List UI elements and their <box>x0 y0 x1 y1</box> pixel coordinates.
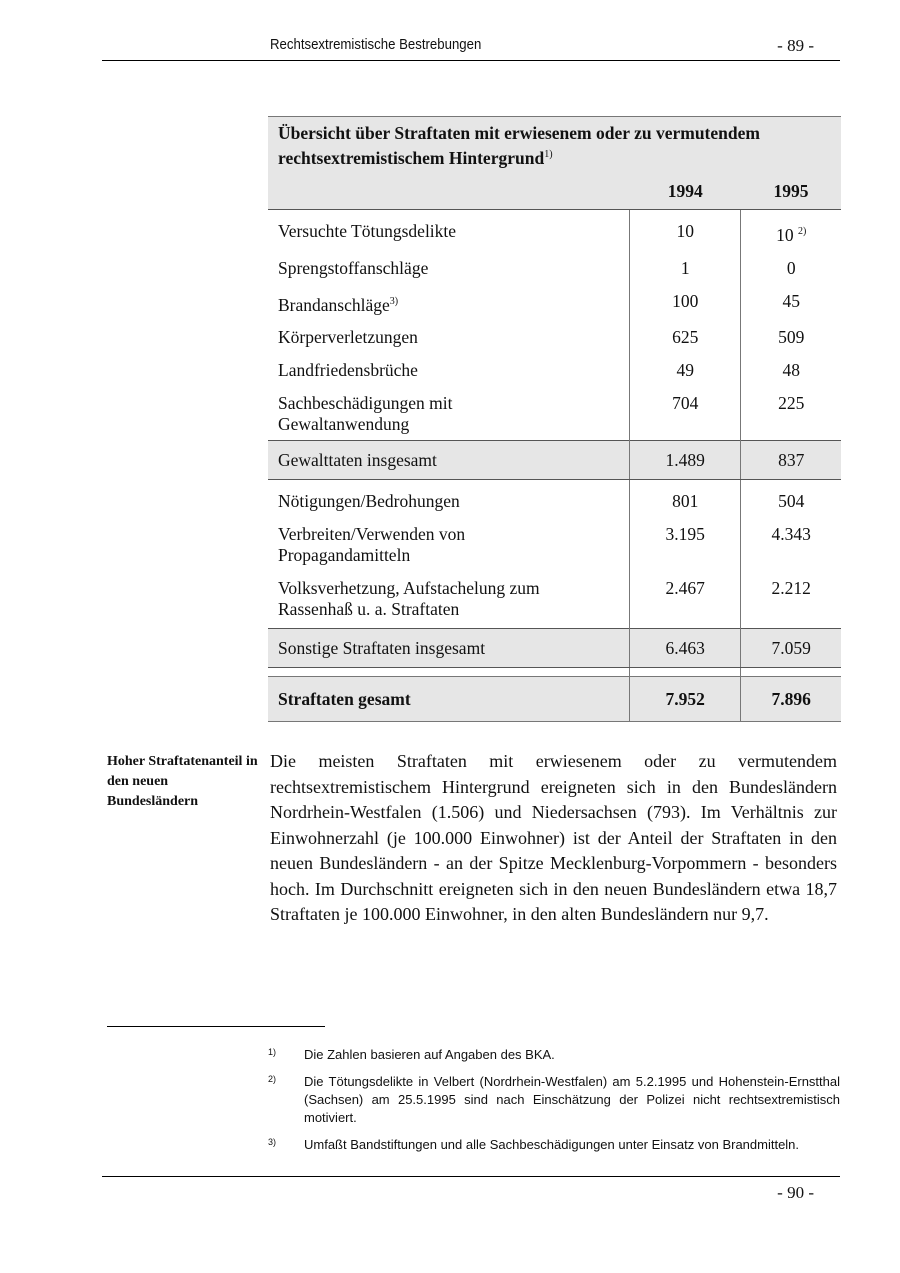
value-1995: 225 <box>778 393 805 414</box>
footnotes <box>268 1046 840 1163</box>
row-label-text: Brandanschläge <box>278 294 390 315</box>
footer-page-number: - 90 - <box>777 1183 814 1202</box>
row-label: Körperverletzungen <box>268 320 629 353</box>
row-label: Volksverhetzung, Aufstachelung zum Rassenhaß u. a. Straftaten <box>268 571 629 629</box>
table-title-text: Übersicht über Straftaten mit erwiesenem oder zu vermutendem rechtsextremistischem Hintergrund <box>278 123 760 168</box>
row-label: Sachbeschädigungen mit Gewaltanwendung <box>268 386 629 441</box>
row-label <box>268 284 629 321</box>
table-row <box>268 571 841 629</box>
value-1994: 49 <box>629 353 740 386</box>
footnote-rule <box>107 1026 325 1027</box>
row-label: Verbreiten/Verwenden von Propagandamitteln <box>268 517 629 571</box>
row-label: Straftaten gesamt <box>268 677 629 722</box>
grand-total-row <box>268 677 841 722</box>
footnote-text: Die Zahlen basieren auf Angaben des BKA. <box>304 1047 555 1062</box>
value-1994: 704 <box>629 386 740 441</box>
table-row <box>268 386 841 441</box>
value-1994: 10 <box>629 214 740 251</box>
year-header-1995: 1995 <box>741 175 841 210</box>
table-row <box>268 517 841 571</box>
value-1994: 1 <box>629 251 740 284</box>
table-row <box>268 484 841 517</box>
value-1994: 3.195 <box>629 517 740 571</box>
table-row <box>268 251 841 284</box>
value-1994: 1.489 <box>629 441 740 480</box>
footnote-text: Umfaßt Bandstiftungen und alle Sachbeschädigungen unter Einsatz von Brandmitteln. <box>304 1137 800 1152</box>
table-row <box>268 353 841 386</box>
value-1994: 6.463 <box>629 629 740 668</box>
value-1995: 45 <box>782 290 800 311</box>
value-1995: 7.896 <box>741 677 841 722</box>
table-row <box>268 214 841 251</box>
subtotal-row-violence <box>268 441 841 480</box>
row-label: Versuchte Tötungsdelikte <box>268 214 629 251</box>
value-1995: 837 <box>741 441 841 480</box>
row-label: Sprengstoffanschläge <box>268 251 629 284</box>
year-header-row <box>268 175 841 210</box>
body-paragraph: Die meisten Straftaten mit erwiesenem oder zu vermutendem rechtsextremistischem Hintergrund ereigneten sich in den Bundesländern Nordrhein-Westfalen (1.506) und Niedersachsen (793). Im Verhältnis zur Einwohnerzahl (je 100.000 Einwohner) ist der Anteil der Straftaten in den neuen Bundesländern - an der Spitze Mecklenburg-Vorpommern - besonders hoch. Im Durchschnitt ereigneten sich in den neuen Bundesländern etwa 18,7 Straftaten je 100.000 Einwohner, in den alten Bundesländern nur 9,7. <box>270 751 837 924</box>
footnote-number: 2) <box>268 1074 277 1084</box>
value-1995: 4.343 <box>771 524 811 545</box>
value-1995-number: 10 <box>776 224 794 245</box>
crime-statistics-table <box>268 116 841 722</box>
footnote-mark: 2) <box>797 225 807 237</box>
header-rule <box>102 60 840 61</box>
value-1994: 801 <box>629 484 740 517</box>
margin-note: Hoher Straftatenanteil in den neuen Bundesländern <box>107 754 258 809</box>
value-1994: 7.952 <box>629 677 740 722</box>
footnote-number: 1) <box>268 1047 277 1057</box>
table-row <box>268 284 841 321</box>
footnote-text: Die Tötungsdelikte in Velbert (Nordrhein-Westfalen) am 5.2.1995 und Hohenstein-Ernstthal (Sachsen) am 25.5.1995 sind nach Einschätzung der Polizei nicht rechtsextremistisch motiviert. <box>304 1074 840 1125</box>
value-1994: 2.467 <box>629 571 740 629</box>
table-row <box>268 320 841 353</box>
value-1995: 0 <box>786 257 796 278</box>
footnote-item <box>268 1046 840 1064</box>
footnote-item <box>268 1136 840 1154</box>
table-title-row <box>268 117 841 175</box>
header-page-number: - 89 - <box>777 36 814 55</box>
footnote-item <box>268 1073 840 1127</box>
value-1994: 100 <box>629 284 740 321</box>
row-label: Nötigungen/Bedrohungen <box>268 484 629 517</box>
row-label: Gewalttaten insgesamt <box>268 441 629 480</box>
footnote-mark: 3) <box>389 295 399 307</box>
value-1995: 509 <box>778 327 805 348</box>
value-1995: 504 <box>778 491 805 512</box>
value-1994: 625 <box>629 320 740 353</box>
value-1995 <box>741 214 841 251</box>
table-title-footnote-mark: 1) <box>544 149 553 160</box>
value-1995: 2.212 <box>771 578 811 599</box>
row-label: Landfriedensbrüche <box>268 353 629 386</box>
footnote-number: 3) <box>268 1137 277 1147</box>
value-1995: 7.059 <box>741 629 841 668</box>
subtotal-row-other <box>268 629 841 668</box>
row-label: Sonstige Straftaten insgesamt <box>268 629 629 668</box>
year-header-1994: 1994 <box>629 175 740 210</box>
running-header: Rechtsextremistische Bestrebungen <box>270 36 482 53</box>
table-title <box>268 117 841 175</box>
year-header-blank <box>268 175 629 210</box>
value-1995: 48 <box>782 360 800 381</box>
footer-rule <box>102 1176 840 1177</box>
